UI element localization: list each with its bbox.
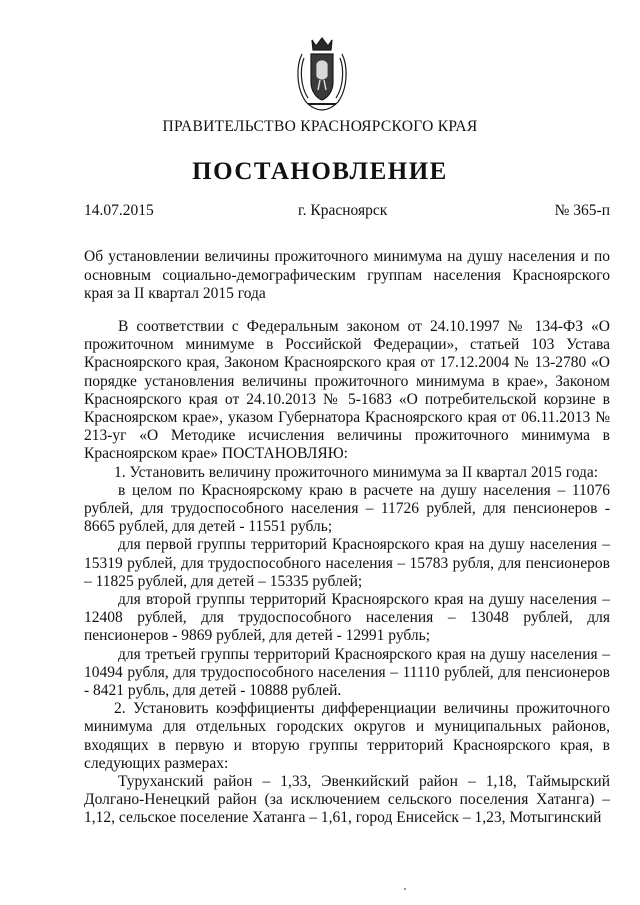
clause-2-paragraph: 2. Установить коэффициенты дифференциации величины прожиточного минимума для отдельных городских округов и муниципальных районов, входящих в первую и вторую группы территорий Красноярского края, в следующих размерах: [84, 700, 610, 772]
document-city: г. Красноярск [298, 202, 388, 219]
document-number: № 365-п [554, 202, 610, 219]
krasnoyarsk-coat-of-arms-icon [294, 36, 350, 112]
government-name: ПРАВИТЕЛЬСТВО КРАСНОЯРСКОГО КРАЯ [162, 118, 478, 135]
clause-2-coefficients-paragraph: Туруханский район – 1,33, Эвенкийский район – 1,18, Таймырский Долгано-Ненецкий район (за исключением сельского поселения Хатанга) – 1,12, сельское поселение Хатанга – 1,61, город Енисейск – 1,23, Мотыгинский [84, 773, 610, 827]
clause-1-item-region: в целом по Красноярскому краю в расчете на душу населения – 11076 рублей, для трудоспособного населения – 11726 рублей, для пенсионеров - 8665 рублей, для детей - 11551 рубль; [84, 481, 610, 536]
page-mark [404, 888, 406, 890]
document-body [84, 318, 610, 828]
clause-1-item-group-2: для второй группы территорий Красноярского края на душу населения – 12408 рублей, для трудоспособного населения – 13048 рублей, для пенсионеров - 9869 рублей, для детей - 12991 рубль; [84, 591, 610, 645]
clause-1-item-group-3: для третьей группы территорий Красноярского края на душу населения – 10494 рубля, для трудоспособного населения – 11110 рублей, для пенсионеров - 8421 рубль, для детей - 10888 рублей. [84, 645, 610, 700]
document-date: 14.07.2015 [84, 202, 154, 219]
document-type-title: ПОСТАНОВЛЕНИЕ [192, 158, 448, 185]
document-meta-line [84, 202, 610, 222]
clause-1-item-group-1: для первой группы территорий Красноярского края на душу населения – 15319 рублей, для трудоспособного населения – 15783 рубля, для пенсионеров – 11825 рублей, для детей – 15335 рублей; [84, 536, 610, 590]
clause-1-paragraph: 1. Установить величину прожиточного минимума за II квартал 2015 года: [114, 463, 599, 481]
document-subject: Об установлении величины прожиточного минимума на душу населения и по основным социально-демографическим группам населения Красноярского края за II квартал 2015 года [84, 248, 610, 302]
preamble-paragraph: В соответствии с Федеральным законом от 24.10.1997 № 134-ФЗ «О прожиточном минимуме в Российской Федерации», статьей 103 Устава Красноярского края, Законом Красноярского края от 17.12.2004 № 13-2780 «О порядке установления величины прожиточного минимума в крае», Законом Красноярского края от 24.10.2013 № 5-1683 «О потребительской корзине в Красноярском крае», указом Губернатора Красноярского края от 06.11.2013 № 213-уг «О Методике исчисления величины прожиточного минимума в Красноярском крае» ПОСТАНОВЛЯЮ: [84, 318, 610, 463]
